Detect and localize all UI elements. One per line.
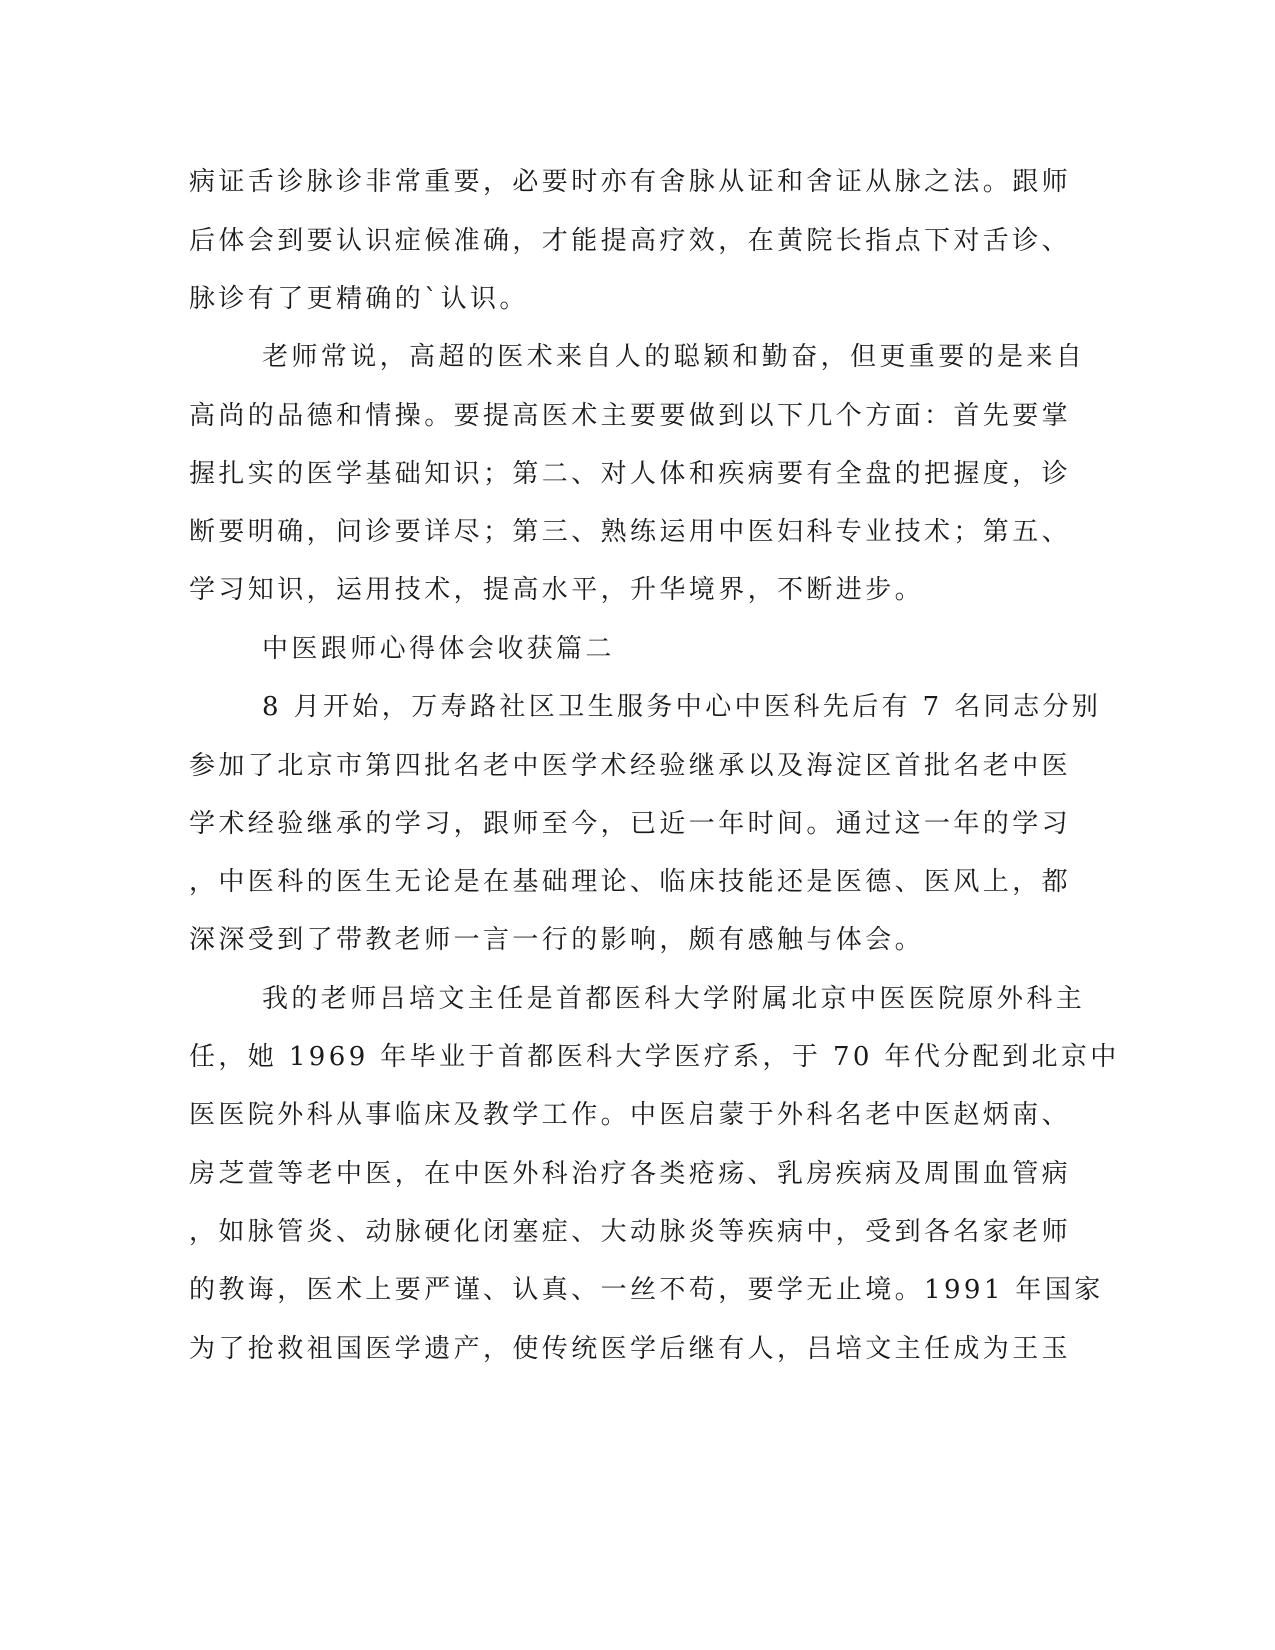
body-text-line: 房芝萱等老中医，在中医外科治疗各类疮疡、乳房疾病及周围血管病: [189, 1159, 1072, 1189]
body-text-line: ，中医科的医生无论是在基础理论、临床技能还是医德、医风上，都: [189, 867, 1072, 897]
body-text-line: ，如脉管炎、动脉硬化闭塞症、大动脉炎等疾病中，受到各名家老师: [189, 1217, 1072, 1247]
body-text-line: 的教诲，医术上要严谨、认真、一丝不苟，要学无止境。1991 年国家: [189, 1275, 1104, 1305]
body-text-line: 握扎实的医学基础知识；第二、对人体和疾病要有全盘的把握度，诊: [189, 459, 1072, 489]
body-text-line: 高尚的品德和情操。要提高医术主要要做到以下几个方面：首先要掌: [189, 401, 1072, 431]
paragraph-first-line: 老师常说，高超的医术来自人的聪颖和勤奋，但更重要的是来自: [262, 342, 1086, 372]
paragraph-first-line: 8 月开始，万寿路社区卫生服务中心中医科先后有 7 名同志分别: [262, 692, 1102, 722]
body-text-line: 为了抢救祖国医学遗产，使传统医学后继有人，吕培文主任成为王玉: [189, 1334, 1072, 1364]
body-text-line: 断要明确，问诊要详尽；第三、熟练运用中医妇科专业技术；第五、: [189, 517, 1072, 547]
body-text-line: 脉诊有了更精确的`认识。: [189, 284, 529, 314]
body-text-line: 参加了北京市第四批名老中医学术经验继承以及海淀区首批名老中医: [189, 751, 1072, 781]
body-text-line: 学习知识，运用技术，提高水平，升华境界，不断进步。: [189, 575, 925, 605]
body-text-line: 深深受到了带教老师一言一行的影响，颇有感触与体会。: [189, 925, 925, 955]
section-heading: 中医跟师心得体会收获篇二: [262, 634, 615, 664]
body-text-line: 任，她 1969 年毕业于首都医科大学医疗系，于 70 年代分配到北京中: [189, 1042, 1120, 1072]
body-text-line: 学术经验继承的学习，跟师至今，已近一年时间。通过这一年的学习: [189, 809, 1072, 839]
body-text-line: 病证舌诊脉诊非常重要，必要时亦有舍脉从证和舍证从脉之法。跟师: [189, 167, 1072, 197]
body-text-line: 医医院外科从事临床及教学工作。中医启蒙于外科名老中医赵炳南、: [189, 1100, 1072, 1130]
paragraph-first-line: 我的老师吕培文主任是首都医科大学附属北京中医医院原外科主: [262, 984, 1086, 1014]
body-text-line: 后体会到要认识症候准确，才能提高疗效，在黄院长指点下对舌诊、: [189, 226, 1072, 256]
